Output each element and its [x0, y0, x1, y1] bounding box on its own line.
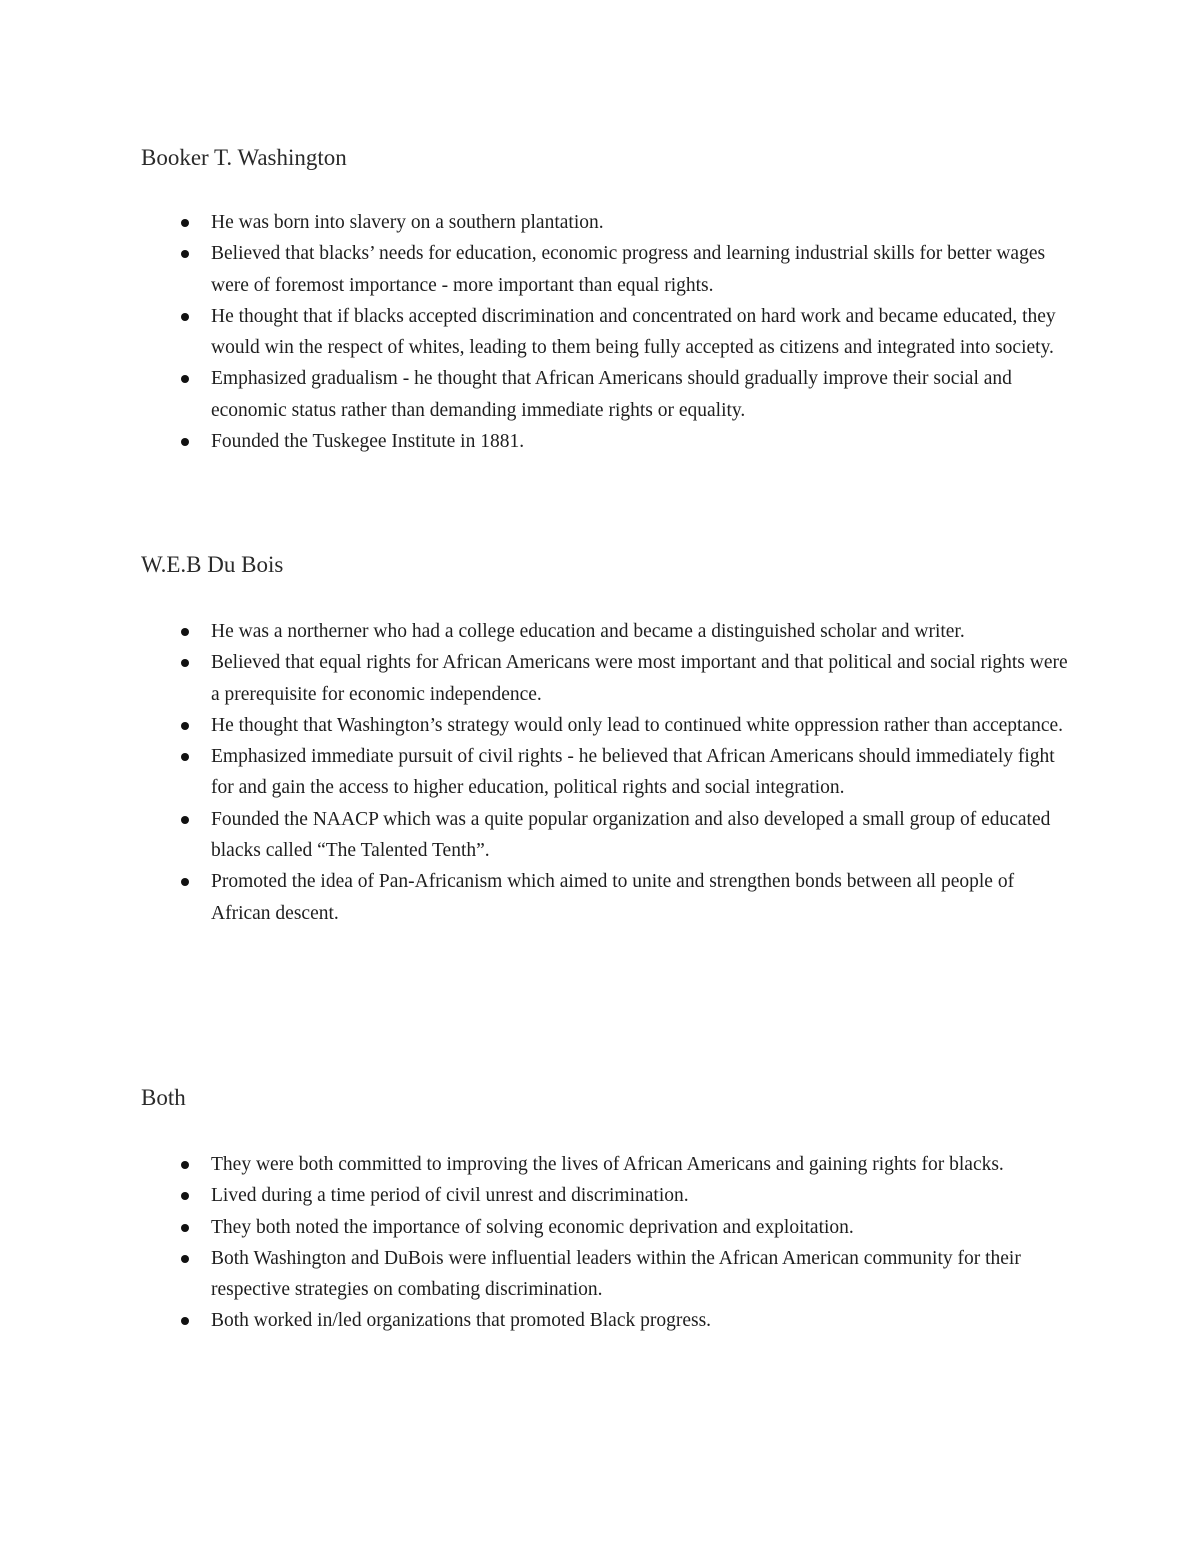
list-item — [171, 616, 1071, 647]
list-item-text: Believed that equal rights for African Americans were most important and that political and social rights were a prerequisite for economic independence. — [211, 652, 1068, 705]
list-item-text: Believed that blacks’ needs for education, economic progress and learning industrial skills for better wages were of foremost importance - more important than equal rights. — [211, 243, 1046, 296]
bullet-icon — [181, 628, 189, 636]
list-item-text: He thought that if blacks accepted discrimination and concentrated on hard work and became educated, they would win the respect of whites, leading to them being fully accepted as citizens and integrated into society. — [211, 305, 1056, 359]
list-item-text: Promoted the idea of Pan-Africanism which aimed to unite and strengthen bonds between all people of African descent. — [211, 871, 1015, 924]
list-item — [171, 426, 1071, 457]
bullet-icon — [181, 313, 189, 321]
list-item-text: Founded the NAACP which was a quite popular organization and also developed a small group of educated blacks called “The Talented Tenth”. — [211, 808, 1051, 862]
list-item — [171, 647, 1071, 710]
list-item-text: Lived during a time period of civil unrest and discrimination. — [211, 1185, 689, 1207]
list-item — [171, 710, 1071, 741]
section-heading: Booker T. Washington — [141, 145, 347, 170]
bullet-icon — [181, 1317, 189, 1325]
list-item-text: They both noted the importance of solving economic deprivation and exploitation. — [211, 1216, 854, 1238]
list-item — [171, 363, 1071, 426]
list-item-text: He thought that Washington’s strategy would only lead to continued white oppression rather than acceptance. — [211, 714, 1064, 736]
bullet-icon — [181, 753, 189, 761]
list-item — [171, 804, 1071, 867]
bullet-icon — [181, 722, 189, 730]
bullet-icon — [181, 878, 189, 886]
list-item — [171, 1243, 1071, 1306]
list-item-text: He was a northerner who had a college education and became a distinguished scholar and writer. — [211, 621, 965, 642]
section-heading: Both — [141, 1085, 186, 1110]
list-item-text: Emphasized immediate pursuit of civil rights - he believed that African Americans should immediately fight for and gain the access to higher education, political rights and social integration. — [211, 746, 1055, 799]
bullet-icon — [181, 438, 189, 446]
list-item — [171, 741, 1071, 804]
section-booker-t-washington — [141, 143, 1081, 453]
section-both — [141, 1083, 1081, 1332]
section-heading: W.E.B Du Bois — [141, 552, 284, 577]
list-item — [171, 238, 1071, 301]
list-item-text: He was born into slavery on a southern plantation. — [211, 212, 604, 233]
list-item — [171, 1305, 1071, 1336]
bullet-icon — [181, 375, 189, 383]
bullet-list — [171, 207, 1071, 457]
bullet-list — [171, 616, 1071, 929]
list-item — [171, 866, 1071, 929]
list-item-text: Both Washington and DuBois were influential leaders within the African American community for their respective strategies on combating discrimination. — [211, 1247, 1021, 1301]
bullet-icon — [181, 250, 189, 258]
bullet-icon — [181, 659, 189, 667]
list-item-text: Both worked in/led organizations that promoted Black progress. — [211, 1310, 712, 1332]
list-item-text: Emphasized gradualism - he thought that African Americans should gradually improve their social and economic status rather than demanding immediate rights or equality. — [211, 368, 1012, 421]
bullet-icon — [181, 1224, 189, 1232]
list-item — [171, 207, 1071, 238]
list-item — [171, 1212, 1071, 1243]
list-item — [171, 1149, 1071, 1180]
bullet-icon — [181, 1161, 189, 1169]
bullet-icon — [181, 1255, 189, 1263]
bullet-icon — [181, 1192, 189, 1200]
list-item-text: Founded the Tuskegee Institute in 1881. — [211, 431, 525, 453]
section-web-du-bois — [141, 550, 1081, 924]
bullet-list — [171, 1149, 1071, 1337]
list-item-text: They were both committed to improving the lives of African Americans and gaining rights for blacks. — [211, 1154, 1004, 1175]
list-item — [171, 1180, 1071, 1211]
bullet-icon — [181, 816, 189, 824]
bullet-icon — [181, 219, 189, 227]
list-item — [171, 301, 1071, 364]
